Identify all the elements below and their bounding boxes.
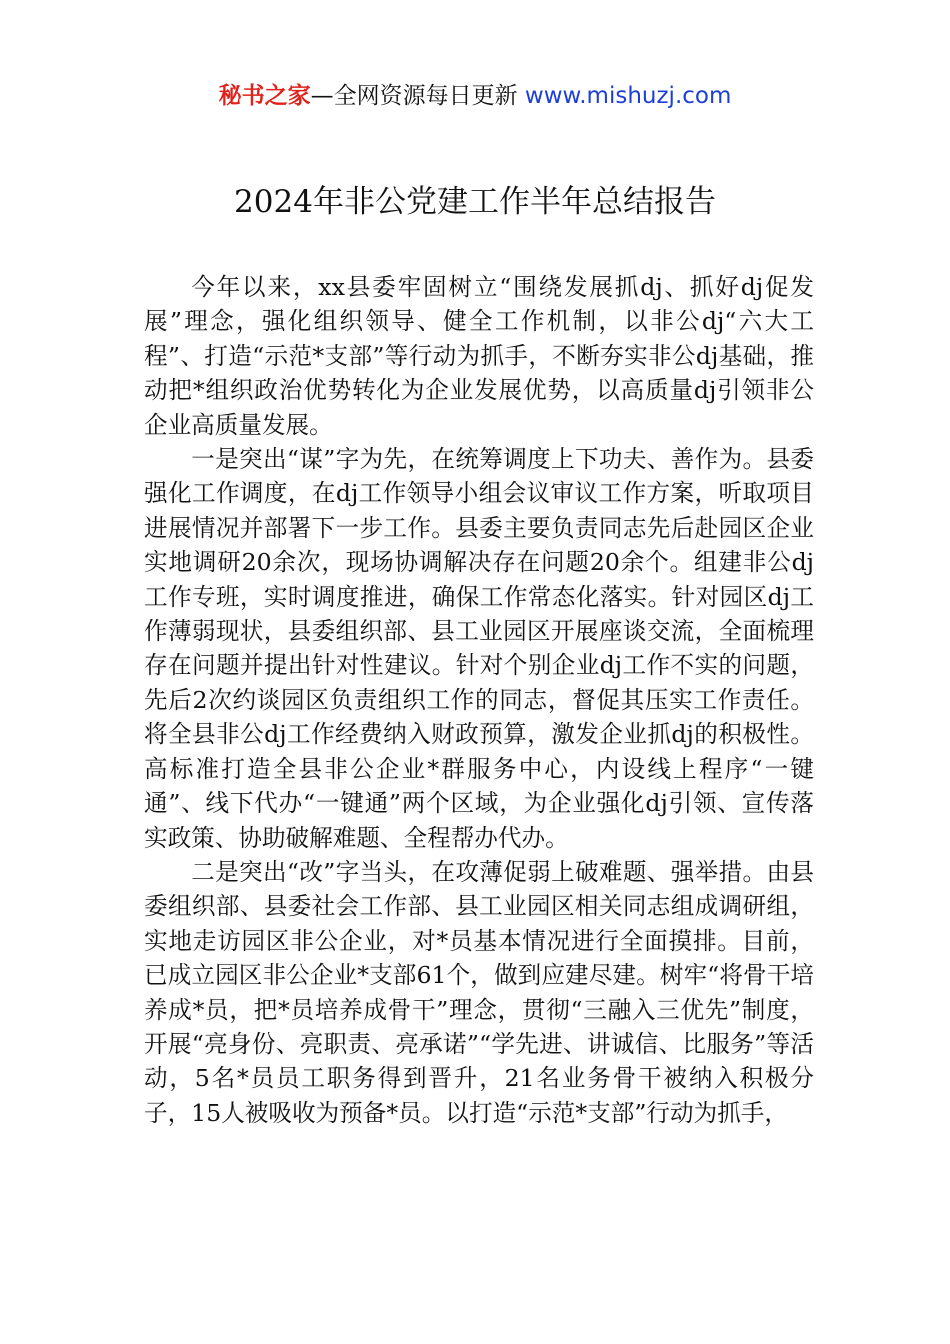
- site-header: [0, 80, 950, 112]
- paragraph-section-2: 二是突出“改”字当头，在攻薄促弱上破难题、强举措。由县委组织部、县委社会工作部、县工业园区相关同志组成调研组，实地走访园区非公企业，对*员基本情况进行全面摸排。目前，已成立园区非公企业*支部61个，做到应建尽建。树牢“将骨干培养成*员，把*员培养成骨干”理念，贯彻“三融入三优先”制度，开展“亮身份、亮职责、亮承诺”“学先进、讲诚信、比服务”等活动，5名*员员工职务得到晋升，21名业务骨干被纳入积极分子，15人被吸收为预备*员。以打造“示范*支部”行动为抓手，: [144, 857, 814, 1127]
- paragraph-section-1: 一是突出“谋”字为先，在统筹调度上下功夫、善作为。县委强化工作调度，在dj工作领导小组会议审议工作方案，听取项目进展情况并部署下一步工作。县委主要负责同志先后赴园区企业实地调研20余次，现场协调解决存在问题20余个。组建非公dj工作专班，实时调度推进，确保工作常态化落实。针对园区dj工作薄弱现状，县委组织部、县工业园区开展座谈交流，全面梳理存在问题并提出针对性建议。针对个别企业dj工作不实的问题，先后2次约谈园区负责组织工作的同志，督促其压实工作责任。将全县非公dj工作经费纳入财政预算，激发企业抓dj的积极性。高标准打造全县非公企业*群服务中心，内设线上程序“一键通”、线下代办“一键通”两个区域，为企业强化dj引领、宣传落实政策、协助破解难题、全程帮办代办。: [144, 445, 814, 852]
- site-url-link[interactable]: www.mishuzj.com: [524, 83, 732, 109]
- site-brand: 秘书之家: [218, 83, 311, 109]
- paragraph-intro: 今年以来，xx县委牢固树立“围绕发展抓dj、抓好dj促发展”理念，强化组织领导、健全工作机制，以非公dj“六大工程”、打造“示范*支部”等行动为抓手，不断夯实非公dj基础，推动把*组织政治优势转化为企业发展优势，以高质量dj引领非公企业高质量发展。: [144, 273, 814, 439]
- site-tagline: —全网资源每日更新: [310, 83, 518, 109]
- document-title: 2024年非公党建工作半年总结报告: [234, 184, 716, 220]
- document-body: [144, 270, 814, 1130]
